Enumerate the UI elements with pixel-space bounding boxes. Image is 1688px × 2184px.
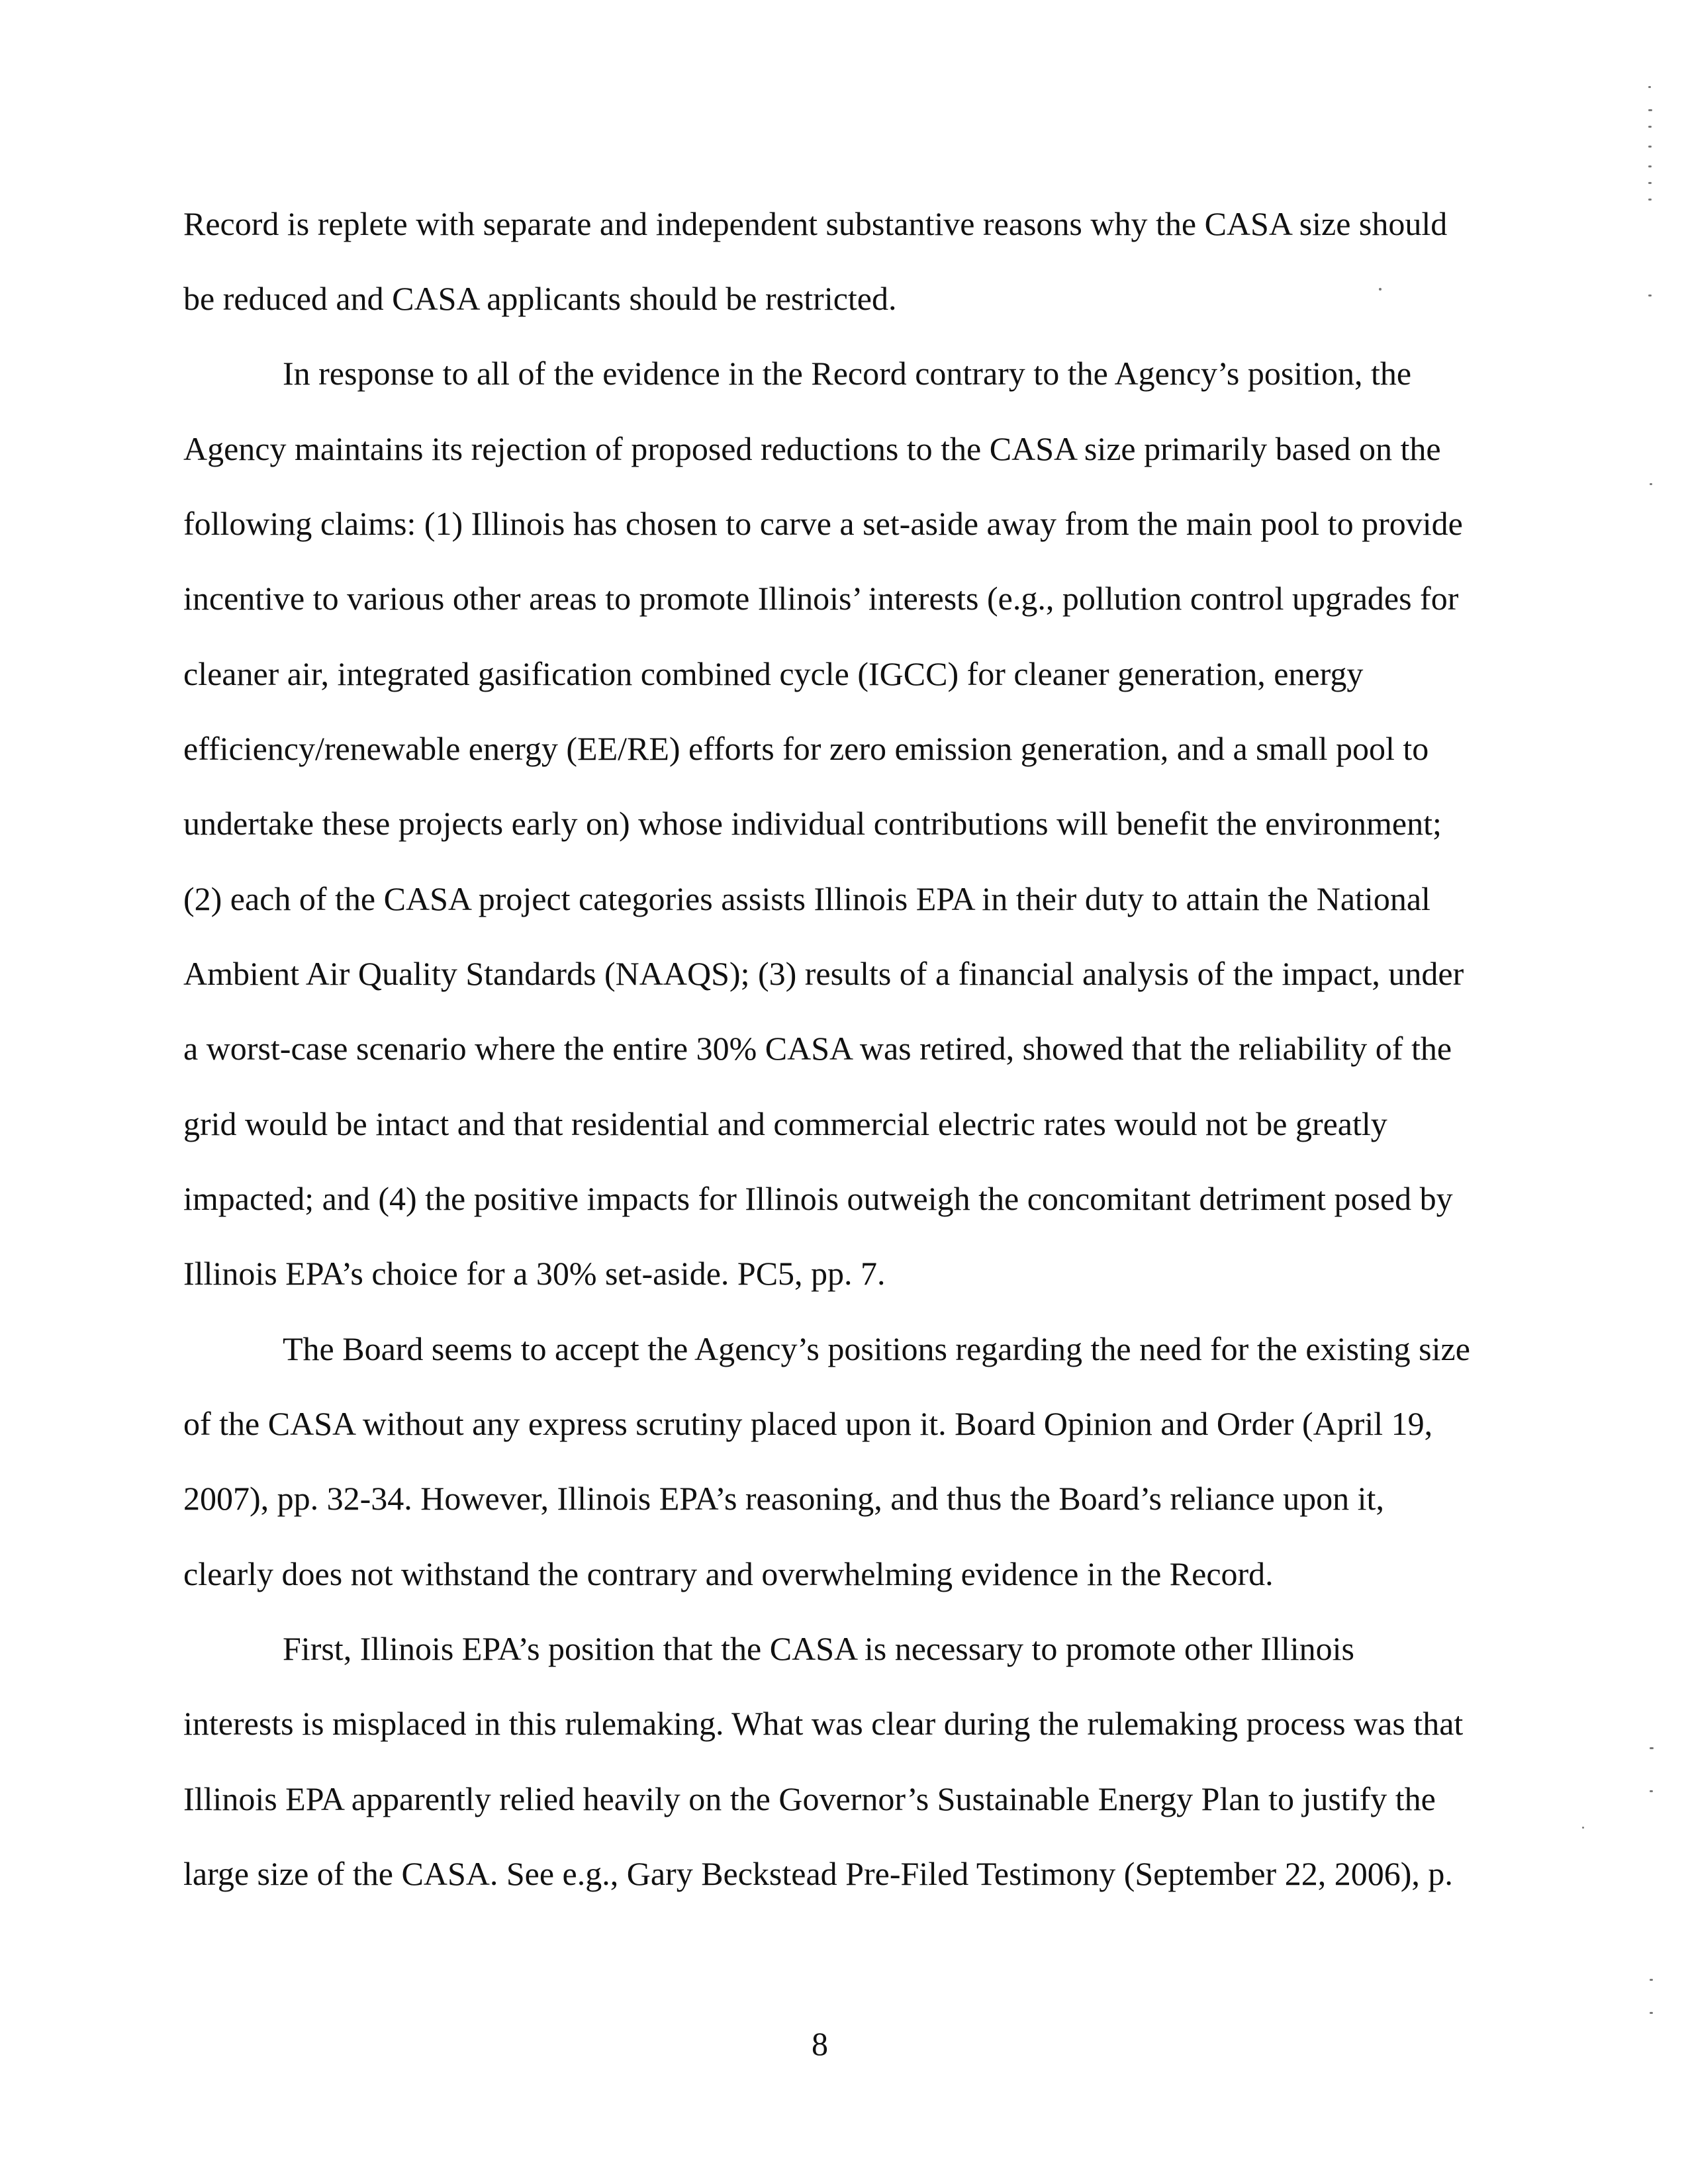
scan-speck [1648, 165, 1652, 167]
text-line: grid would be intact and that residential and commercial electric rates would not be greatly [183, 1105, 1387, 1142]
scan-speck [1650, 1979, 1653, 1981]
text-line: a worst-case scenario where the entire 30% CASA was retired, showed that the reliability of the [183, 1030, 1452, 1067]
scan-speck [1582, 1827, 1584, 1829]
paragraph-first-line: In response to all of the evidence in the Record contrary to the Agency’s position, the [283, 355, 1412, 392]
text-line: large size of the CASA. See e.g., Gary Beckstead Pre-Filed Testimony (September 22, 2006), p. [183, 1855, 1453, 1892]
text-line: clearly does not withstand the contrary and overwhelming evidence in the Record. [183, 1555, 1274, 1592]
text-line: following claims: (1) Illinois has chosen to carve a set-aside away from the main pool to provide [183, 505, 1463, 542]
scan-speck [1648, 295, 1652, 296]
text-line: interests is misplaced in this rulemaking. What was clear during the rulemaking process was that [183, 1705, 1464, 1742]
text-line: be reduced and CASA applicants should be restricted. [183, 280, 897, 317]
text-line: of the CASA without any express scrutiny placed upon it. Board Opinion and Order (April 19, [183, 1405, 1433, 1442]
paragraph-first-line: First, Illinois EPA’s position that the CASA is necessary to promote other Illinois [283, 1630, 1354, 1667]
paragraph-first-line: The Board seems to accept the Agency’s positions regarding the need for the existing size [283, 1330, 1470, 1367]
scan-speck [1379, 288, 1382, 291]
text-line: Ambient Air Quality Standards (NAAQS); (3) results of a financial analysis of the impact, under [183, 955, 1464, 992]
scan-speck [1648, 182, 1652, 184]
scan-speck [1648, 109, 1652, 111]
text-line: undertake these projects early on) whose individual contributions will benefit the environment; [183, 805, 1442, 842]
scan-speck [1650, 2012, 1653, 2014]
text-line: efficiency/renewable energy (EE/RE) efforts for zero emission generation, and a small pool to [183, 730, 1429, 767]
text-line: incentive to various other areas to promote Illinois’ interests (e.g., pollution control upgrades for [183, 580, 1459, 617]
scan-speck [1648, 199, 1652, 201]
scan-speck [1650, 1747, 1654, 1749]
text-line: Record is replete with separate and independent substantive reasons why the CASA size should [183, 205, 1448, 242]
text-line: impacted; and (4) the positive impacts for Illinois outweigh the concomitant detriment posed by [183, 1180, 1453, 1217]
scan-speck [1648, 86, 1651, 88]
text-line: (2) each of the CASA project categories assists Illinois EPA in their duty to attain the National [183, 880, 1430, 917]
text-line: 2007), pp. 32-34. However, Illinois EPA’s reasoning, and thus the Board’s reliance upon it, [183, 1480, 1384, 1517]
scan-speck [1648, 126, 1652, 128]
page-number: 8 [812, 2025, 828, 2062]
scan-speck [1650, 483, 1652, 485]
scan-speck [1650, 1790, 1653, 1792]
text-line: Illinois EPA’s choice for a 30% set-aside. PC5, pp. 7. [183, 1255, 886, 1292]
text-line: Agency maintains its rejection of proposed reductions to the CASA size primarily based on the [183, 430, 1441, 467]
scan-speck [1648, 146, 1652, 148]
text-line: Illinois EPA apparently relied heavily on the Governor’s Sustainable Energy Plan to justify the [183, 1780, 1436, 1817]
text-line: cleaner air, integrated gasification combined cycle (IGCC) for cleaner generation, energy [183, 655, 1364, 692]
